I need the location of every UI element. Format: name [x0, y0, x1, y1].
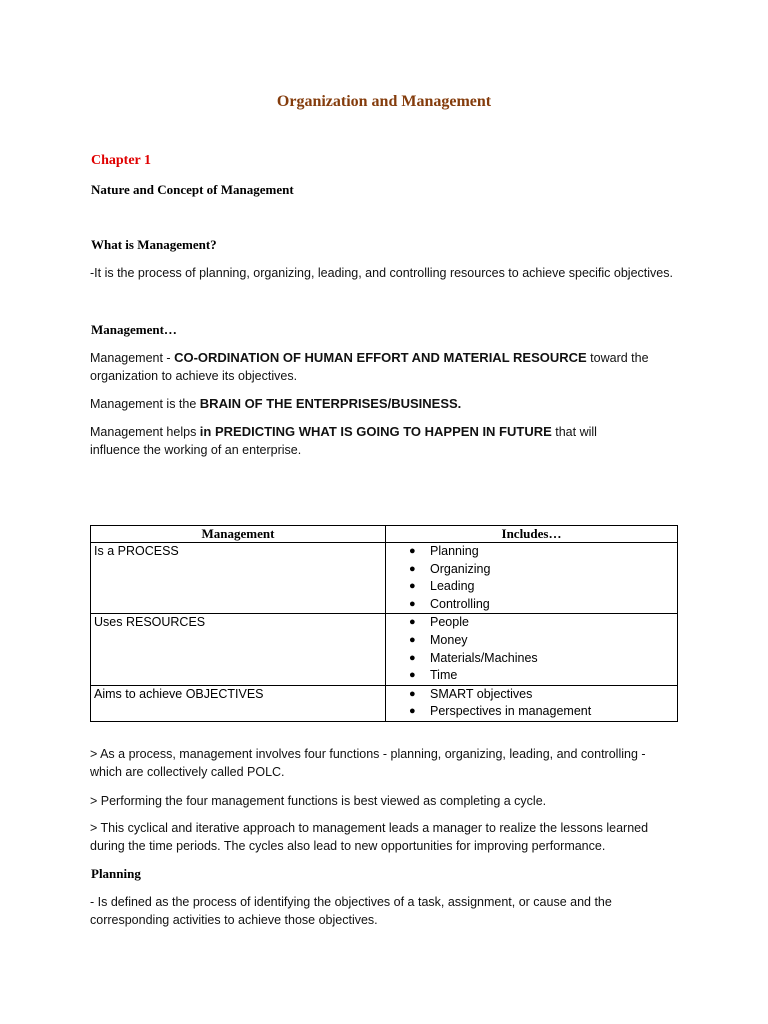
bullet-list — [386, 686, 677, 721]
paragraph-predicting — [90, 423, 650, 459]
point-cycle: > Performing the four management functions is best viewed as completing a cycle. — [90, 794, 547, 808]
table-row — [91, 685, 678, 721]
list-item-text: Planning — [430, 544, 479, 558]
planning-definition: - Is defined as the process of identifying the objectives of a task, assignment, or cause and the corresponding activities to achieve those objectives. — [90, 895, 612, 927]
list-item-text: Time — [430, 668, 458, 683]
list-item-text: Controlling — [430, 596, 490, 611]
paragraph-brain-pre: Management is the — [90, 397, 200, 411]
paragraph-coordination-bold: CO-ORDINATION OF HUMAN EFFORT AND MATERIAL RESOURCE — [174, 350, 587, 365]
paragraph-coordination-pre: Management - — [90, 351, 175, 365]
list-item — [409, 632, 677, 650]
list-item-text: Materials/Machines — [430, 650, 538, 665]
list-item — [409, 561, 677, 579]
bullet-icon: ● — [409, 562, 416, 575]
paragraph-coordination-post: toward the organization to achieve its objectives. — [90, 351, 649, 383]
table-cell-items — [386, 685, 678, 721]
question-heading: What is Management? — [91, 237, 217, 252]
table-header-row — [91, 526, 678, 543]
list-item — [409, 596, 677, 614]
list-item — [409, 686, 677, 704]
bullet-list — [386, 543, 677, 613]
list-item — [409, 614, 677, 632]
bullet-icon: ● — [409, 687, 416, 700]
table-cell-items — [386, 543, 678, 614]
table-row — [91, 543, 678, 614]
list-item-text: People — [430, 615, 469, 630]
paragraph-predicting-bold: in PREDICTING WHAT IS GOING TO HAPPEN IN FUTURE — [199, 424, 552, 439]
list-item — [409, 650, 677, 668]
paragraph-brain — [90, 395, 690, 414]
bullet-icon: ● — [409, 545, 416, 557]
list-item-text: Leading — [430, 579, 475, 594]
table-row — [91, 614, 678, 685]
list-item-text: Perspectives in management — [430, 704, 592, 719]
paragraph-coordination — [90, 349, 680, 385]
point-iterative: > This cyclical and iterative approach to management leads a manager to realize the lessons learned during the time periods. The cycles also lead to new opportunities for improving performance. — [90, 821, 649, 853]
bullet-icon: ● — [409, 580, 416, 593]
management-table — [90, 525, 678, 722]
table-cell-label: Is a PROCESS — [91, 543, 386, 614]
bullet-icon: ● — [409, 633, 416, 646]
list-item-text: Money — [430, 632, 468, 647]
bullet-icon: ● — [409, 597, 416, 610]
list-item — [409, 703, 677, 721]
bullet-icon: ● — [409, 705, 416, 718]
chapter-label: Chapter 1 — [91, 153, 152, 168]
list-item — [409, 543, 677, 561]
paragraph-brain-bold: BRAIN OF THE ENTERPRISES/BUSINESS. — [199, 396, 462, 411]
list-item — [409, 578, 677, 596]
bullet-icon: ● — [409, 669, 416, 682]
paragraph-predicting-post: that will influence the working of an enterprise. — [90, 425, 597, 457]
paragraph-predicting-pre: Management helps — [90, 425, 200, 439]
table-header-includes: Includes… — [386, 526, 678, 543]
bullet-icon: ● — [409, 651, 416, 664]
section-subtitle: Nature and Concept of Management — [91, 182, 294, 197]
list-item — [409, 667, 677, 685]
management-heading: Management… — [91, 322, 177, 337]
definition-text: -It is the process of planning, organizing, leading, and controlling resources to achieve specific objectives. — [90, 266, 673, 280]
list-item-text: SMART objectives — [430, 686, 533, 701]
point-polc: > As a process, management involves four functions - planning, organizing, leading, and controlling - which are collectively called POLC. — [90, 747, 646, 779]
table-header-management: Management — [91, 526, 386, 543]
list-item-text: Organizing — [430, 561, 491, 576]
document-title: Organization and Management — [276, 93, 492, 110]
table-cell-items — [386, 614, 678, 685]
planning-heading: Planning — [91, 866, 141, 881]
table-cell-label: Uses RESOURCES — [91, 614, 386, 685]
bullet-list — [386, 614, 677, 684]
bullet-icon: ● — [409, 616, 416, 629]
table-cell-label: Aims to achieve OBJECTIVES — [91, 685, 386, 721]
